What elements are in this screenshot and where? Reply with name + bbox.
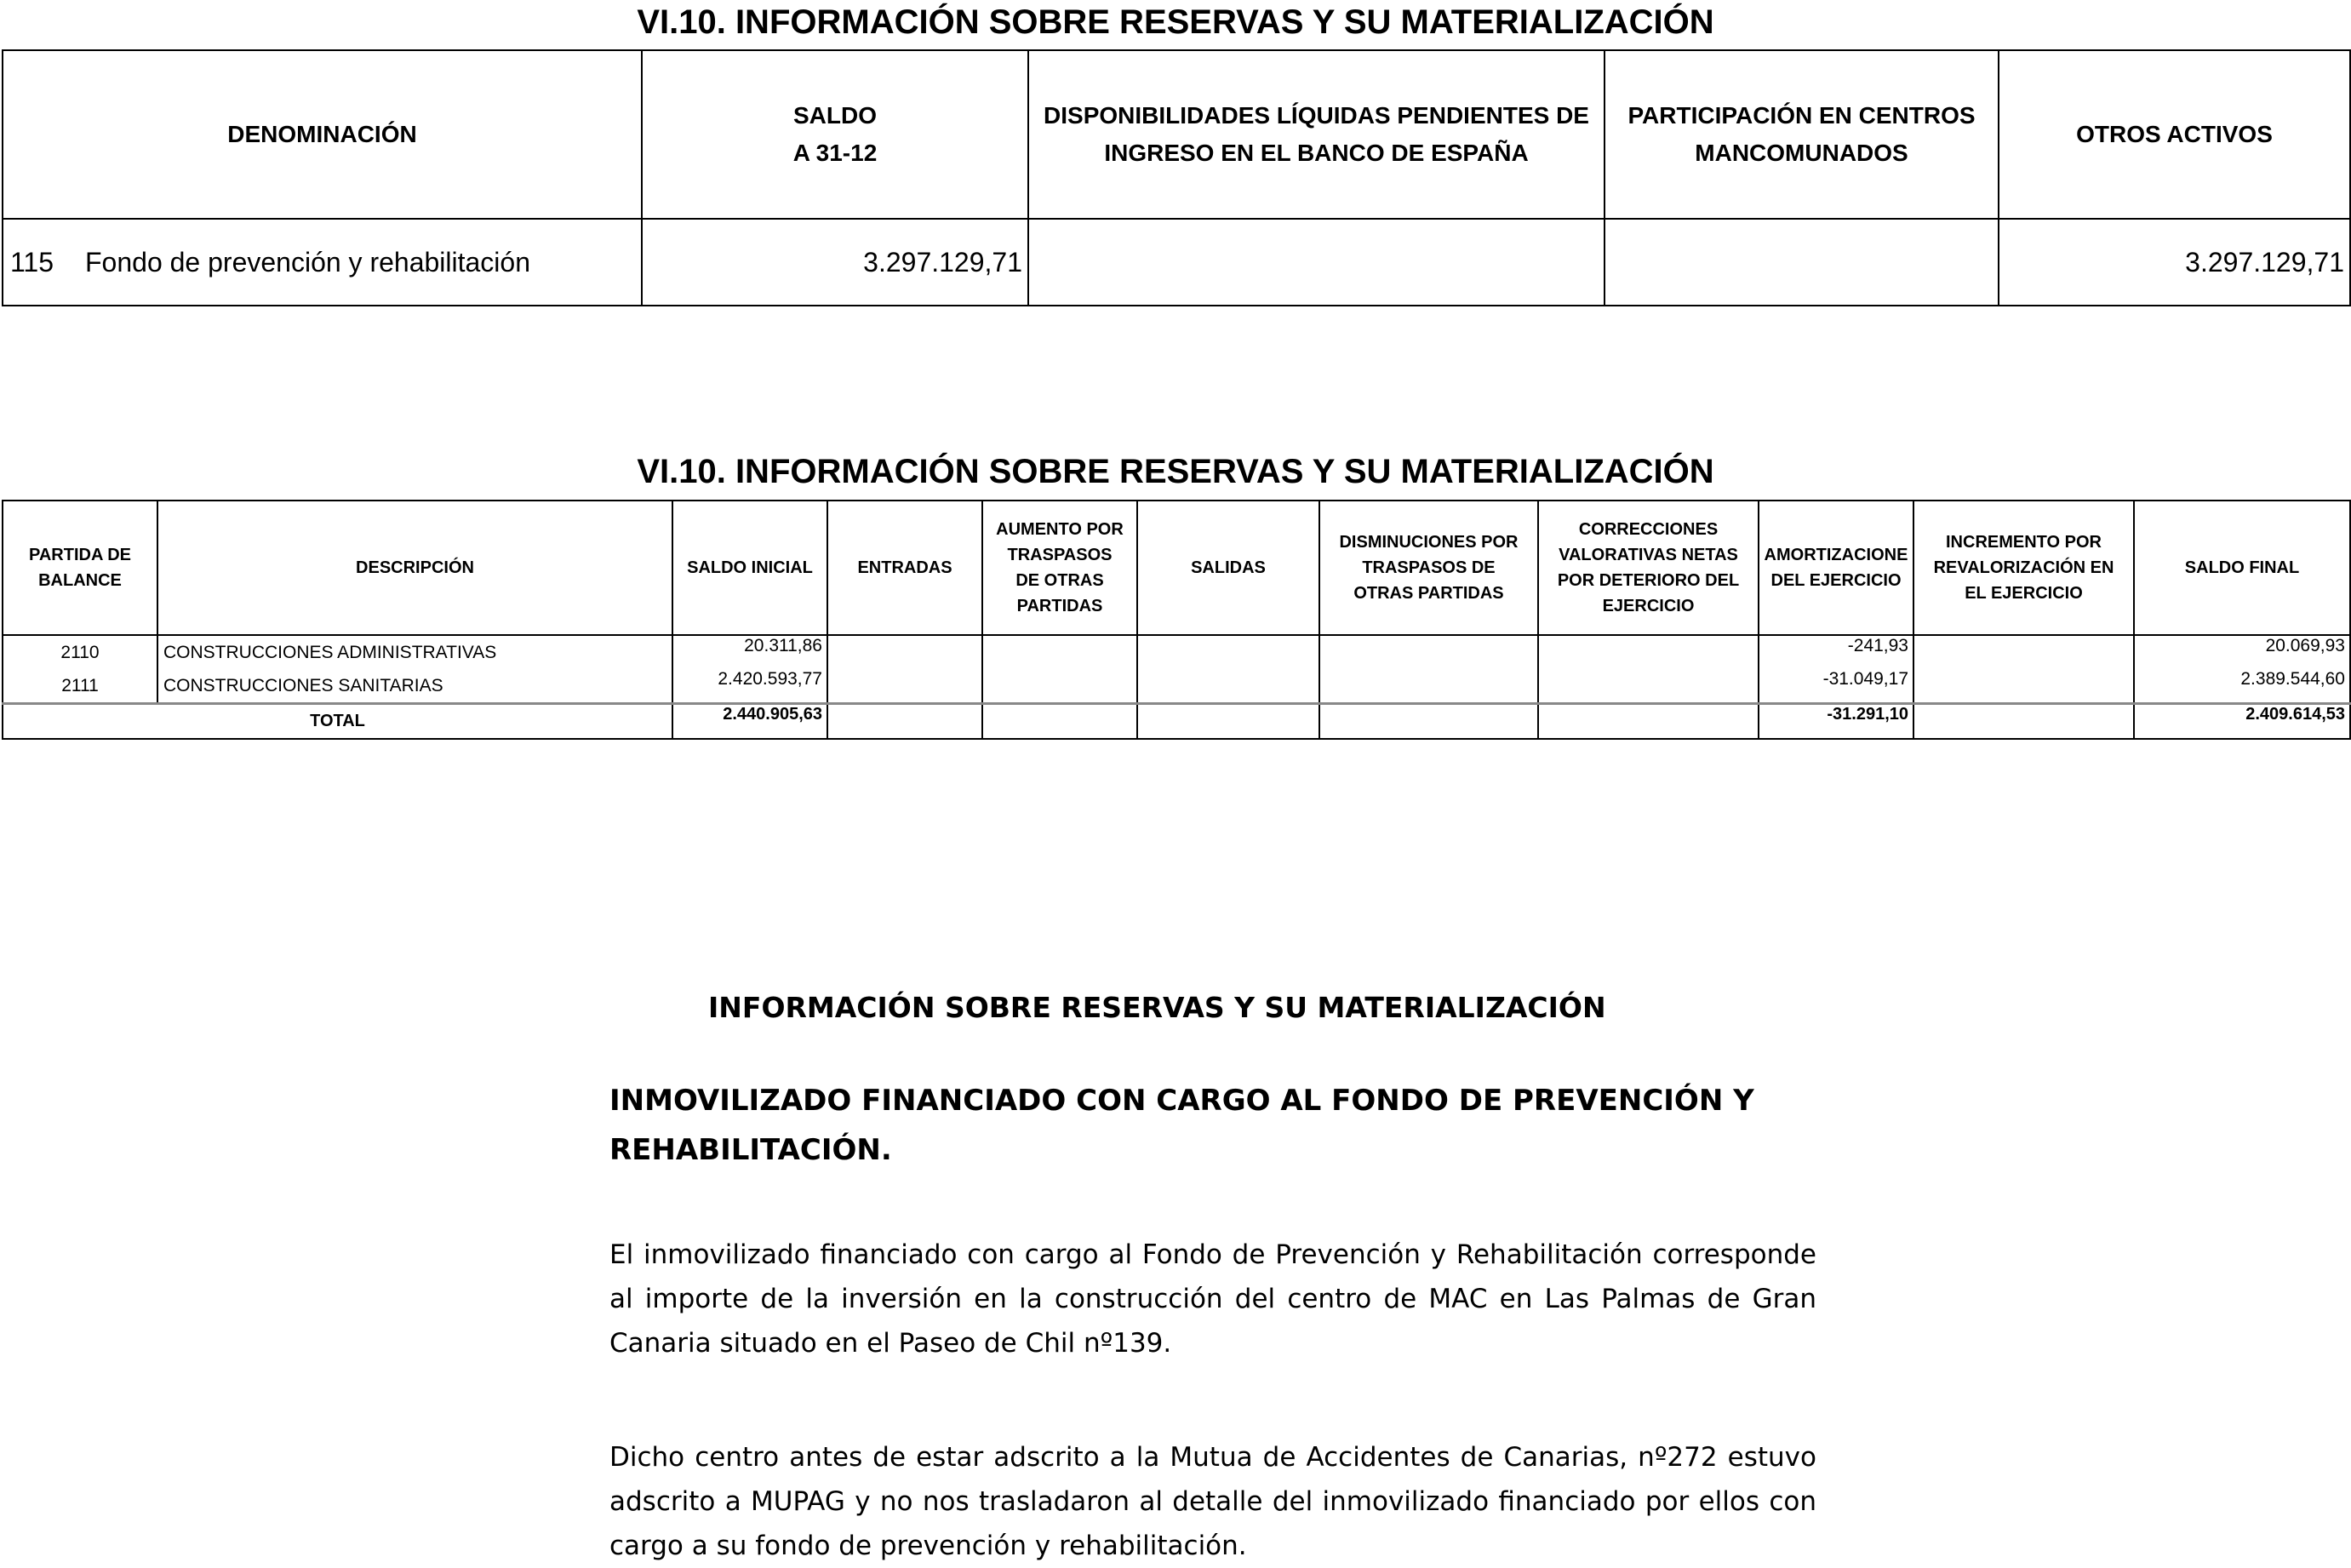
header-denominacion: DENOMINACIÓN (3, 50, 642, 219)
cell-participacion (1605, 219, 1999, 306)
total-aumento (982, 704, 1137, 740)
subheading-line1: INMOVILIZADO FINANCIADO CON CARGO AL FONDO DE PREVENCIÓN Y (609, 1084, 1754, 1118)
table-2-title: VI.10. INFORMACIÓN SOBRE RESERVAS Y SU MATERIALIZACIÓN (637, 453, 1714, 490)
header-amortizacion (1759, 501, 1913, 635)
header-saldo-final (2134, 501, 2350, 635)
total-amortizacion: -31.291,10 (1759, 704, 1913, 740)
header-salidas (1137, 501, 1319, 635)
cell-partida: 2110 (3, 635, 157, 669)
total-correcciones (1538, 704, 1759, 740)
header-line: CORRECCIONES (1578, 520, 1719, 539)
cell-otros-activos: 3.297.129,71 (1999, 219, 2350, 306)
cell-denominacion (3, 219, 642, 306)
header-line: SALDO INICIAL (687, 558, 813, 577)
cell-amortizacion: -241,93 (1759, 635, 1913, 669)
header-line: AUMENTO POR (996, 520, 1124, 539)
header-line: AMORTIZACIONE (1764, 546, 1908, 564)
paragraph-2: Dicho centro antes de estar adscrito a la Mutua de Accidentes de Canarias, nº272 estuvo adscrito a MUPAG y no nos trasladaron al detalle del inmovilizado financiado por ellos con cargo a su fondo de prevención y rehabilitación. (609, 1442, 1816, 1561)
cell-entradas (827, 669, 982, 704)
header-line: EL EJERCICIO (1965, 584, 2083, 603)
header-participacion (1605, 50, 1999, 219)
header-line: PARTIDAS (1016, 597, 1103, 615)
cell-partida: 2111 (3, 669, 157, 704)
header-aumento (982, 501, 1137, 635)
header-saldo-line1: SALDO (793, 102, 877, 129)
cell-saldo-inicial: 2.420.593,77 (672, 669, 827, 704)
cell-descripcion: CONSTRUCCIONES SANITARIAS (157, 669, 672, 704)
cell-incremento (1913, 669, 2134, 704)
header-line: TRASPASOS (1007, 546, 1113, 564)
cell-saldo: 3.297.129,71 (642, 219, 1028, 306)
paragraph-1: El inmovilizado financiado con cargo al Fondo de Prevención y Rehabilitación corresponde al importe de la inversión en la construcción del centro de MAC en Las Palmas de Gran Canaria situado en el Paseo de Chil nº139. (609, 1239, 1816, 1359)
header-disponibilidades (1028, 50, 1605, 219)
cell-amortizacion: -31.049,17 (1759, 669, 1913, 704)
cell-disminuciones (1319, 669, 1538, 704)
header-line: OTRAS PARTIDAS (1353, 584, 1504, 603)
header-line: DE OTRAS (1015, 571, 1104, 590)
header-line: INCREMENTO POR (1946, 533, 2102, 552)
header-correcciones (1538, 501, 1759, 635)
table-header-row (3, 501, 2350, 635)
header-line: REVALORIZACIÓN EN (1933, 558, 2114, 577)
header-line: ENTRADAS (857, 558, 952, 577)
header-part-line1: PARTICIPACIÓN EN CENTROS (1627, 102, 1976, 129)
reserves-summary-table (2, 49, 2351, 306)
header-saldo-line2: A 31-12 (792, 140, 878, 166)
cell-saldo-final: 20.069,93 (2134, 635, 2350, 669)
header-saldo-inicial (672, 501, 827, 635)
header-disp-line2: INGRESO EN EL BANCO DE ESPAÑA (1104, 140, 1529, 166)
cell-correcciones (1538, 635, 1759, 669)
cell-saldo-final: 2.389.544,60 (2134, 669, 2350, 704)
cell-correcciones (1538, 669, 1759, 704)
subheading-line2: REHABILITACIÓN. (609, 1133, 892, 1167)
table-row (3, 219, 2350, 306)
header-line: VALORATIVAS NETAS (1559, 546, 1738, 564)
header-otros-activos: OTROS ACTIVOS (1999, 50, 2350, 219)
cell-disponibilidades (1028, 219, 1605, 306)
header-line: SALIDAS (1191, 558, 1266, 577)
header-incremento (1913, 501, 2134, 635)
header-saldo (642, 50, 1028, 219)
cell-entradas (827, 635, 982, 669)
header-line: DESCRIPCIÓN (356, 558, 474, 577)
header-line: POR DETERIORO DEL (1557, 571, 1740, 590)
cell-name: Fondo de prevención y rehabilitación (85, 246, 530, 278)
header-line: EJERCICIO (1602, 597, 1695, 615)
header-line: SALDO FINAL (2184, 558, 2300, 577)
header-line: PARTIDA DE (29, 546, 131, 564)
cell-code: 115 (10, 246, 54, 278)
cell-disminuciones (1319, 635, 1538, 669)
header-line: TRASPASOS DE (1362, 558, 1496, 577)
header-entradas (827, 501, 982, 635)
total-label: TOTAL (3, 704, 672, 740)
total-entradas (827, 704, 982, 740)
table-1-title: VI.10. INFORMACIÓN SOBRE RESERVAS Y SU MATERIALIZACIÓN (637, 3, 1714, 41)
total-salidas (1137, 704, 1319, 740)
total-saldo-final: 2.409.614,53 (2134, 704, 2350, 740)
total-row (3, 704, 2350, 740)
header-disminuciones (1319, 501, 1538, 635)
cell-salidas (1137, 669, 1319, 704)
total-incremento (1913, 704, 2134, 740)
total-saldo-inicial: 2.440.905,63 (672, 704, 827, 740)
cell-salidas (1137, 635, 1319, 669)
header-part-line2: MANCOMUNADOS (1695, 140, 1908, 166)
header-disp-line1: DISPONIBILIDADES LÍQUIDAS PENDIENTES DE (1044, 102, 1589, 129)
header-line: DISMINUCIONES POR (1339, 533, 1519, 552)
table-row (3, 669, 2350, 704)
cell-aumento (982, 669, 1137, 704)
section-heading: INFORMACIÓN SOBRE RESERVAS Y SU MATERIALIZACIÓN (708, 991, 1606, 1024)
header-descripcion (157, 501, 672, 635)
cell-saldo-inicial: 20.311,86 (672, 635, 827, 669)
section-subheading (609, 1076, 1818, 1175)
total-disminuciones (1319, 704, 1538, 740)
cell-aumento (982, 635, 1137, 669)
header-line: BALANCE (38, 571, 122, 590)
reserves-movement-table (2, 500, 2351, 740)
header-line: DEL EJERCICIO (1770, 571, 1902, 590)
cell-incremento (1913, 635, 2134, 669)
table-row (3, 635, 2350, 669)
header-partida (3, 501, 157, 635)
cell-descripcion: CONSTRUCCIONES ADMINISTRATIVAS (157, 635, 672, 669)
table-header-row (3, 50, 2350, 219)
